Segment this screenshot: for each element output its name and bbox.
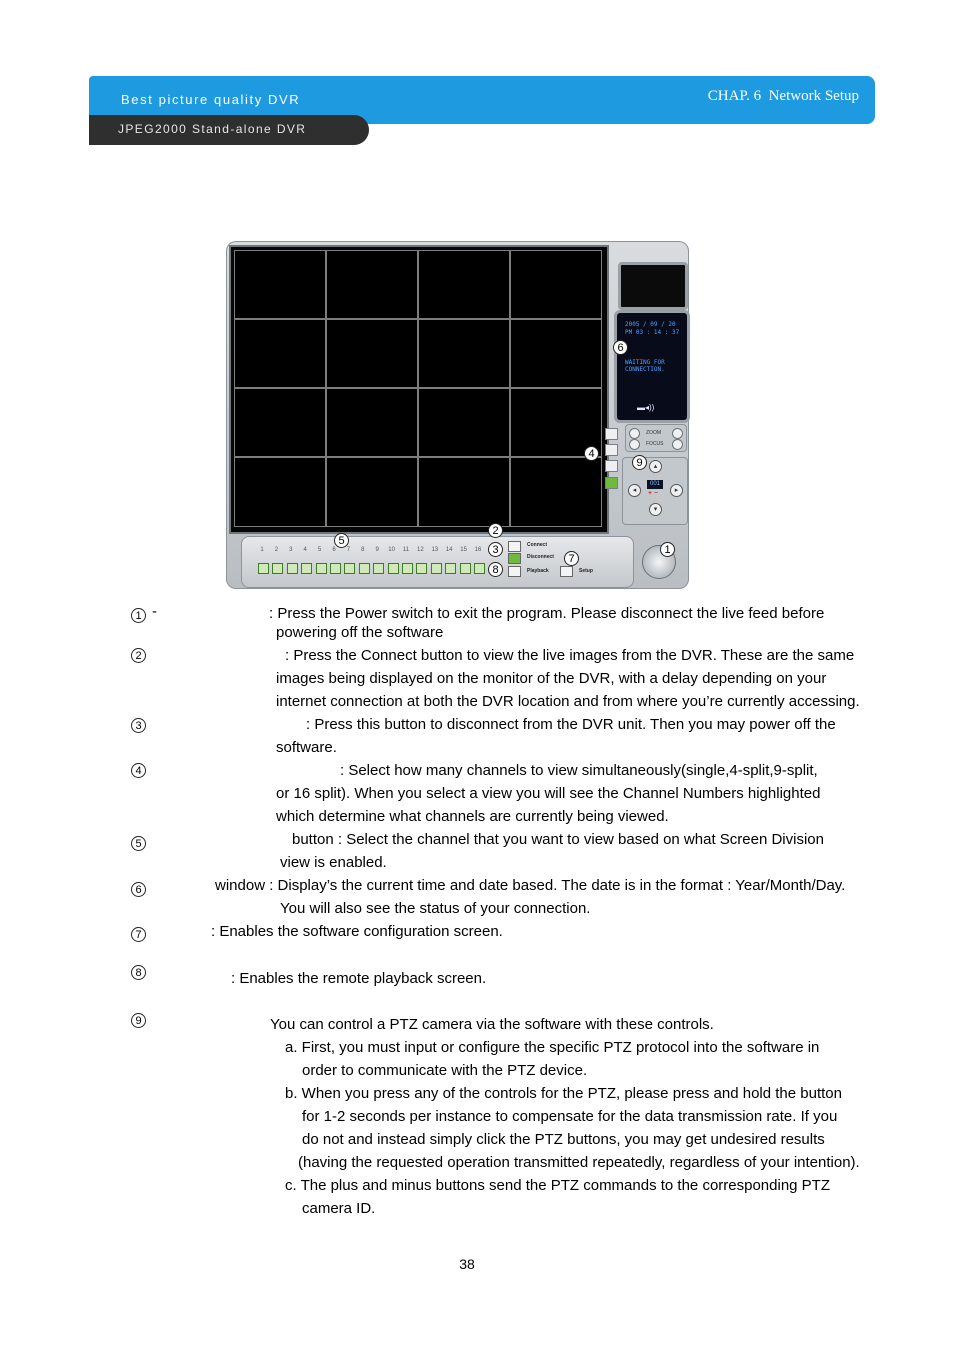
video-cell xyxy=(418,388,510,457)
item-4-line: : Select how many channels to view simultaneously(single,4-split,9-split, xyxy=(340,762,818,779)
callout-4: 4 xyxy=(584,446,599,461)
callout-8: 8 xyxy=(488,562,503,577)
video-cell xyxy=(234,457,326,527)
video-cell xyxy=(234,319,326,388)
item-9-line: a. First, you must input or configure the specific PTZ protocol into the software in xyxy=(285,1039,820,1056)
video-cell xyxy=(510,457,602,527)
item-9-line: b. When you press any of the controls for the PTZ, please press and hold the button xyxy=(285,1085,842,1102)
camera-id-display: 001 xyxy=(647,480,663,489)
channel-number: 15 xyxy=(460,547,467,553)
item-2-line: : Press the Connect button to view the live images from the DVR. These are the same xyxy=(285,647,855,664)
callout-6: 6 xyxy=(613,340,628,355)
channel-number: 10 xyxy=(388,547,395,553)
item-marker-9: 9 xyxy=(131,1013,146,1028)
item-9-line: You can control a PTZ camera via the software with these controls. xyxy=(270,1016,714,1033)
channel-number: 13 xyxy=(431,547,439,553)
lcd-time: PM 03 : 14 : 37 xyxy=(625,329,680,336)
video-cell xyxy=(510,250,602,319)
channel-number: 8 xyxy=(361,547,365,553)
item-marker-7: 7 xyxy=(131,927,146,942)
channel-button[interactable] xyxy=(272,563,283,574)
video-cell xyxy=(326,388,418,457)
item-1-line: : Press the Power switch to exit the program. Please disconnect the live feed before xyxy=(269,605,825,622)
channel-number: 14 xyxy=(445,547,453,553)
video-cell xyxy=(326,319,418,388)
item-9-line: (having the requested operation transmitted repeatedly, regardless of your intention). xyxy=(298,1154,860,1171)
ptz-down-button[interactable]: ▾ xyxy=(649,503,662,516)
item-4-line: which determine what channels are currently being viewed. xyxy=(276,808,669,825)
video-cell xyxy=(418,457,510,527)
item-2-line: images being displayed on the monitor of the DVR, with a delay depending on your xyxy=(276,670,827,687)
item-9-line: order to communicate with the PTZ device. xyxy=(302,1062,588,1079)
item-9-line: camera ID. xyxy=(302,1200,376,1217)
callout-9: 9 xyxy=(632,455,647,470)
channel-number: 7 xyxy=(346,547,351,553)
ptz-panel xyxy=(622,457,688,525)
channel-button[interactable] xyxy=(388,563,399,574)
channel-button[interactable] xyxy=(330,563,341,574)
item-5-line: view is enabled. xyxy=(280,854,387,871)
item-9-line: for 1-2 seconds per instance to compensate for the data transmission rate. If you xyxy=(302,1108,838,1125)
item-marker-4: 4 xyxy=(131,763,146,778)
item-2-line: internet connection at both the DVR location and from where you’re currently accessing. xyxy=(276,693,860,710)
callout-1: 1 xyxy=(660,542,675,557)
callout-2: 2 xyxy=(488,523,503,538)
item-marker-5: 5 xyxy=(131,836,146,851)
channel-button[interactable] xyxy=(344,563,355,574)
disconnect-label: Disconnect xyxy=(527,554,554,560)
logo-display xyxy=(618,262,688,310)
video-cell xyxy=(234,250,326,319)
callout-5: 5 xyxy=(334,533,349,548)
item-9-line: c. The plus and minus buttons send the PTZ commands to the corresponding PTZ xyxy=(285,1177,831,1194)
item-marker-6: 6 xyxy=(131,882,146,897)
channel-button[interactable] xyxy=(460,563,471,574)
channel-number: 11 xyxy=(402,547,410,553)
video-cell xyxy=(326,250,418,319)
channel-number: 12 xyxy=(417,547,424,553)
playback-label: Playback xyxy=(527,568,549,574)
channel-button[interactable] xyxy=(445,563,456,574)
zoom-focus-panel xyxy=(625,424,687,452)
channel-number: 1 xyxy=(260,547,264,553)
sixteen-split-button[interactable] xyxy=(605,477,618,489)
page-number: 38 xyxy=(459,1256,475,1272)
item-marker-2: 2 xyxy=(131,648,146,663)
item-marker-8: 8 xyxy=(131,965,146,980)
channel-button[interactable] xyxy=(258,563,269,574)
zoom-out-button[interactable] xyxy=(629,428,640,439)
item-1-dash: - xyxy=(152,603,157,620)
status-window xyxy=(614,310,690,423)
item-8-line: : Enables the remote playback screen. xyxy=(231,970,487,987)
channel-button[interactable] xyxy=(431,563,442,574)
item-9-line: do not and instead simply click the PTZ buttons, you may get undesired results xyxy=(302,1131,825,1148)
item-marker-3: 3 xyxy=(131,718,146,733)
focus-near-button[interactable] xyxy=(629,439,640,450)
channel-number: 6 xyxy=(332,547,336,553)
channel-number: 4 xyxy=(303,547,307,553)
channel-number: 9 xyxy=(375,547,379,553)
ptz-up-button[interactable]: ▴ xyxy=(649,460,662,473)
lcd-status-1: WAITING FOR xyxy=(625,359,665,366)
ptz-right-button[interactable]: ▸ xyxy=(670,484,683,497)
connect-button[interactable] xyxy=(508,541,521,552)
item-5-line: button : Select the channel that you want to view based on what Screen Division xyxy=(292,831,824,848)
channel-button[interactable] xyxy=(359,563,370,574)
item-1-line: powering off the software xyxy=(276,624,444,641)
item-3-line: software. xyxy=(276,739,337,756)
item-marker-1: 1 xyxy=(131,608,146,623)
channel-button[interactable] xyxy=(474,563,485,574)
zoom-in-button[interactable] xyxy=(672,428,683,439)
item-3-line: : Press this button to disconnect from the DVR unit. Then you may power off the xyxy=(306,716,836,733)
channel-number: 2 xyxy=(274,547,279,553)
channel-button[interactable] xyxy=(416,563,427,574)
video-cell xyxy=(326,457,418,527)
channel-number: 16 xyxy=(474,547,482,553)
video-cell xyxy=(418,250,510,319)
disconnect-button[interactable] xyxy=(508,553,521,564)
focus-far-button[interactable] xyxy=(672,439,683,450)
single-view-button[interactable] xyxy=(605,428,618,440)
connection-icon: ▬◂)) xyxy=(637,403,655,412)
connect-label: Connect xyxy=(527,542,547,548)
lcd-status-2: CONNECTION. xyxy=(625,366,665,373)
setup-label: Setup xyxy=(579,568,593,574)
item-6-line: You will also see the status of your connection. xyxy=(280,900,591,917)
playback-button[interactable] xyxy=(508,566,521,577)
video-cell xyxy=(234,388,326,457)
video-monitor xyxy=(229,245,609,534)
channel-button[interactable] xyxy=(316,563,327,574)
focus-label: FOCUS xyxy=(646,441,664,447)
chapter-label xyxy=(708,88,859,105)
channel-button[interactable] xyxy=(301,563,312,574)
callout-3: 3 xyxy=(488,542,503,557)
camera-id-plus-minus[interactable]: + − xyxy=(648,490,659,497)
lcd-date: 2005 / 09 / 20 xyxy=(625,321,676,328)
item-6-line: window : Display’s the current time and date based. The date is in the format : Year/Month/Day. xyxy=(215,877,846,894)
header-subtitle: JPEG2000 Stand-alone DVR xyxy=(118,122,307,136)
zoom-label: ZOOM xyxy=(646,430,661,436)
chapter-number: CHAP. 6 xyxy=(707,88,762,104)
item-4-line: or 16 split). When you select a view you will see the Channel Numbers highlighted xyxy=(276,785,821,802)
ptz-left-button[interactable]: ◂ xyxy=(628,484,641,497)
quad-view-button[interactable] xyxy=(605,444,618,456)
callout-7: 7 xyxy=(564,551,579,566)
header-title: Best picture quality DVR xyxy=(121,92,301,107)
video-cell xyxy=(510,319,602,388)
channel-number: 3 xyxy=(289,547,293,553)
nine-split-button[interactable] xyxy=(605,460,618,472)
setup-button[interactable] xyxy=(560,566,573,577)
video-cell xyxy=(418,319,510,388)
channel-button[interactable] xyxy=(402,563,413,574)
chapter-section: Network Setup xyxy=(768,88,859,104)
channel-number: 5 xyxy=(317,547,322,553)
channel-button[interactable] xyxy=(287,563,298,574)
channel-button[interactable] xyxy=(373,563,384,574)
item-7-line: : Enables the software configuration screen. xyxy=(211,923,503,940)
